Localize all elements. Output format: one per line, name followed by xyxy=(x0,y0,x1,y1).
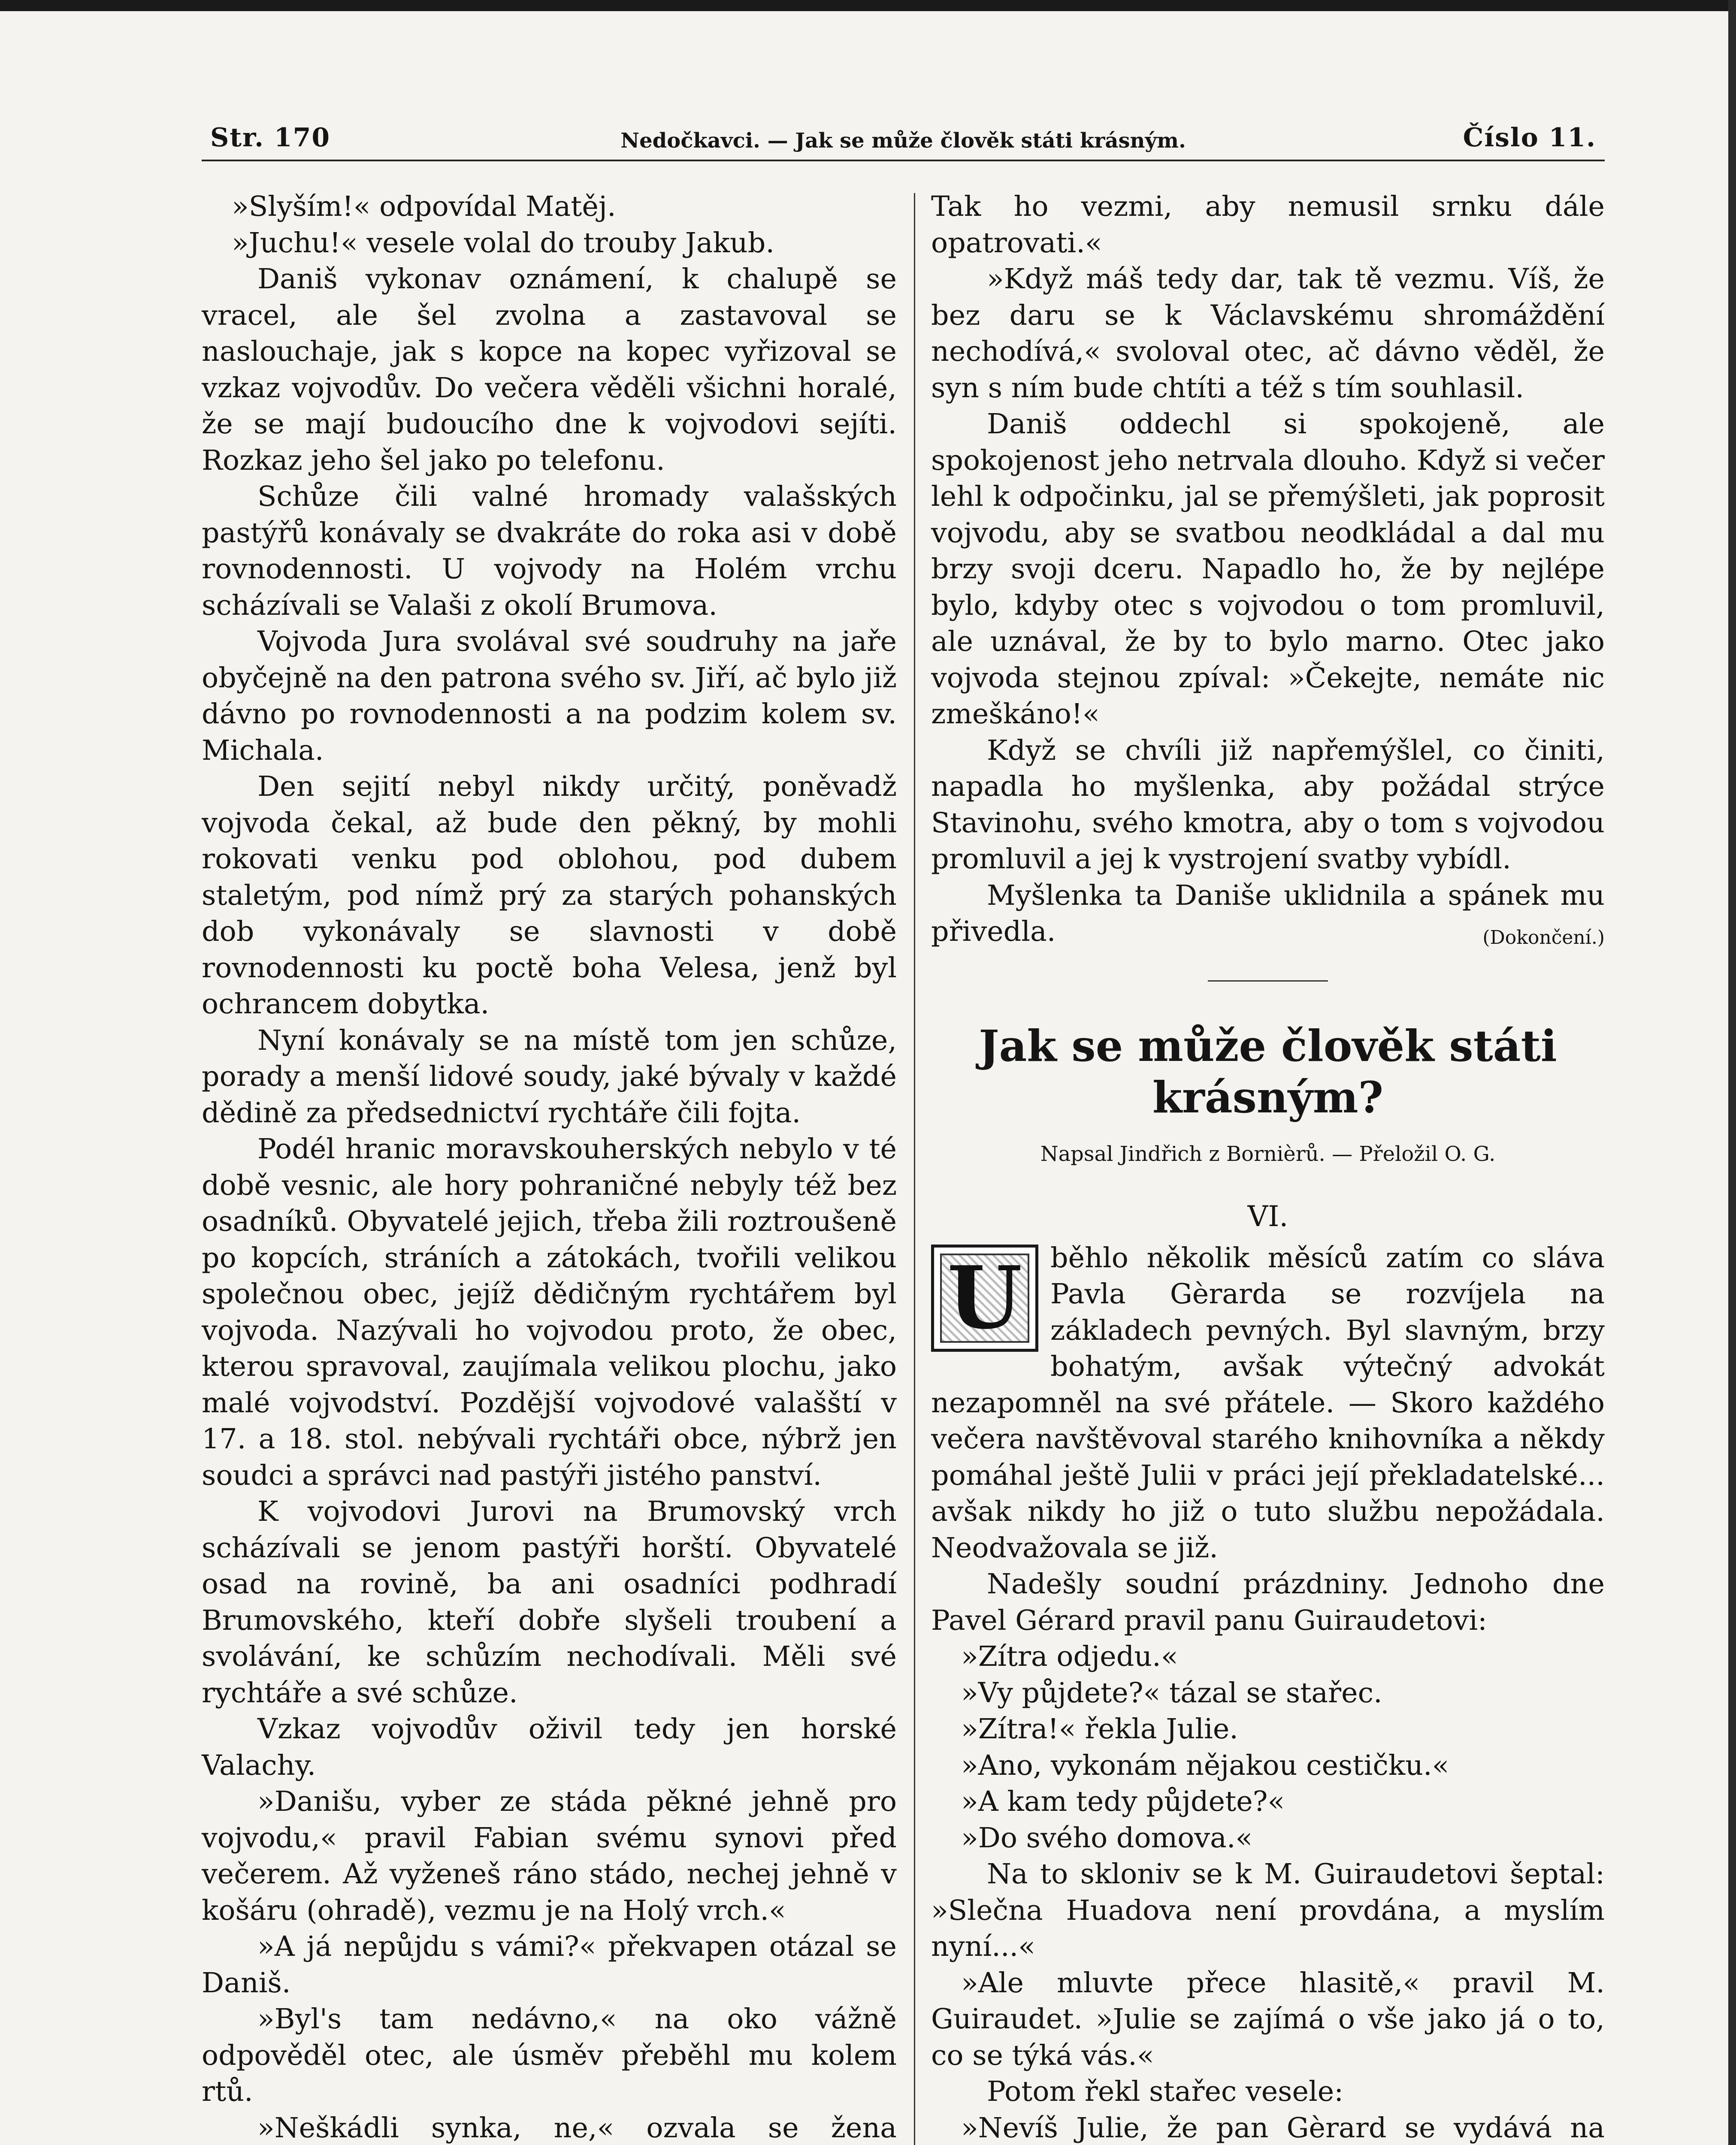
paragraph: Podél hranic moravskouherských nebylo v té době vesnic, ale hory pohraničné nebyly též bez osadníků. Obyvatelé jejich, třeba žili roztroušeně po kopcích, stráních a zátokách, tvořili velikou společnou obec, jejíž dědičným rychtářem byl vojvoda. Nazývali ho vojvodou proto, že obec, kterou spravoval, zaujímala velikou plochu, jako malé vojvodství. Pozdější vojvodové valašští v 17. a 18. stol. nebývali rychtáři obce, nýbrž jen soudci a správci nad pastýři jistého panství. xyxy=(202,1133,897,1492)
ornamental-initial-icon xyxy=(931,1245,1038,1352)
paragraph: »Vy půjdete?« tázal se stařec. xyxy=(961,1677,1382,1709)
article-byline: Napsal Jindřich z Bornièrů. — Přeložil O. G. xyxy=(1040,1142,1496,1166)
article-title: Jak se může člověk státi krásným? xyxy=(979,1020,1557,1123)
column-divider xyxy=(914,193,915,2145)
paragraph: »Zítra odjedu.« xyxy=(961,1640,1178,1673)
section-separator xyxy=(1208,980,1328,982)
paragraph: »Ale mluvte přece hlasitě,« pravil M. Guiraudet. »Julie se zajímá o vše jako já o to, co se týká vás.« xyxy=(931,1967,1605,2072)
scan-edge-right xyxy=(1728,0,1736,2145)
paragraph: Na to skloniv se k M. Guiraudetovi šeptal: »Slečna Huadova není provdána, a myslím nyní...« xyxy=(931,1858,1605,1963)
paragraph xyxy=(931,878,1605,950)
continuation-note: (Dokončení.) xyxy=(1482,927,1605,949)
paragraph: »A já nepůjdu s vámi?« překvapen otázal se Daniš. xyxy=(202,1930,897,1999)
paragraph: K vojvodovi Jurovi na Brumovský vrch scházívali se jenom pastýři horští. Obyvatelé osad na rovině, ba ani osadníci podhradí Brumovského, kteří dobře slyšeli troubení a svolávání, ke schůzím nechodívali. Měli své rychtáře a své schůze. xyxy=(202,1495,897,1709)
paragraph-text: běhlo několik měsíců zatím co sláva Pavla Gèrarda se rozvíjela na základech pevných. Byl slavným, brzy bohatým, avšak výtečný advokát nezapomněl na své přátele. — Skoro každého večera navštěvoval starého knihovníka a někdy pomáhal ještě Julii v práci její překladatelské... avšak nikdy ho již o tuto službu nepožádala. Neodvažovala se již. xyxy=(931,1242,1605,1564)
paragraph: Daniš oddechl si spokojeně, ale spokojenost jeho netrvala dlouho. Když si večer lehl k odpočinku, jal se přemýšleti, jak poprosit vojvodu, aby se svatbou neodkládal a dal mu brzy svoji dceru. Napadlo ho, že by nejlépe bylo, kdyby otec s vojvodou o tom promluvil, ale uznával, že by to bylo marno. Otec jako vojvoda stejnou zpíval: »Čekejte, nemáte nic zmeškáno!« xyxy=(931,408,1605,730)
paragraph: »Ano, vykonám nějakou cestičku.« xyxy=(961,1749,1449,1782)
right-column xyxy=(931,189,1605,2145)
page-number: Str. 170 xyxy=(210,123,331,153)
paragraph: »Zítra!« řekla Julie. xyxy=(961,1713,1238,1745)
paragraph: »Nevíš Julie, že pan Gèrard se vydává na xyxy=(961,2112,1605,2144)
paragraph: Potom řekl stařec vesele: xyxy=(987,2076,1344,2108)
paragraph: Schůze čili valné hromady valašských pastýřů konávaly se dvakráte do roka asi v době rovnodennosti. U vojvody na Holém vrchu scházívali se Valaši z okolí Brumova. xyxy=(202,480,897,622)
paragraph: »Byl's tam nedávno,« na oko vážně odpověděl otec, ale úsměv přeběhl mu kolem rtů. xyxy=(202,2003,897,2108)
paragraph-text: Myšlenka ta Daniše uklidnila a spánek mu přivedla. xyxy=(931,879,1605,948)
paragraph: »Neškádli synka, ne,« ozvala se žena xyxy=(257,2112,897,2144)
paragraph: »Do svého domova.« xyxy=(961,1822,1253,1854)
paragraph: Vojvoda Jura svolával své soudruhy na jaře obyčejně na den patrona svého sv. Jiří, ač bylo již dávno po rovnodennosti a na podzim kolem sv. Michala. xyxy=(202,625,897,767)
issue-number: Číslo 11. xyxy=(1463,123,1596,153)
paragraph: Když se chvíli již napřemýšlel, co činiti, napadla ho myšlenka, aby požádal strýce Stavinohu, svého kmotra, aby o tom s vojvodou promluvil a jej k vystrojení svatby vybídl. xyxy=(931,734,1605,875)
initial-letter: U xyxy=(947,1247,1022,1348)
paragraph: »A kam tedy půjdete?« xyxy=(961,1785,1285,1818)
scan-edge-top xyxy=(0,0,1736,11)
paragraph: »Juchu!« vesele volal do trouby Jakub. xyxy=(232,227,775,259)
section-number: VI. xyxy=(1247,1200,1288,1233)
paragraph: »Slyším!« odpovídal Matěj. xyxy=(232,190,616,223)
running-header xyxy=(202,121,1605,161)
paragraph: »Když máš tedy dar, tak tě vezmu. Víš, že bez daru se k Václavskému shromáždění nechodívá,« svoloval otec, ač dávno věděl, že syn s ním bude chtíti a též s tím souhlasil. xyxy=(931,263,1605,404)
paragraph: Tak ho vezmi, aby nemusil srnku dále opatrovati.« xyxy=(931,190,1605,259)
running-title: Nedočkavci. — Jak se může člověk státi krásným. xyxy=(620,129,1186,153)
first-paragraph xyxy=(931,1240,1605,1567)
paragraph: Vzkaz vojvodův oživil tedy jen horské Valachy. xyxy=(202,1713,897,1782)
paragraph: Den sejití nebyl nikdy určitý, poněvadž vojvoda čekal, až bude den pěkný, by mohli rokovati venku pod oblohou, pod dubem staletým, pod nímž prý za starých pohanských dob vykonávaly se slavnosti v době rovnodennosti ku poctě boha Velesa, jenž byl ochrancem dobytka. xyxy=(202,770,897,1020)
paragraph: Nadešly soudní prázdniny. Jednoho dne Pavel Gérard pravil panu Guiraudetovi: xyxy=(931,1568,1605,1637)
paragraph: Daniš vykonav oznámení, k chalupě se vracel, ale šel zvolna a zastavoval se naslouchaje, jak s kopce na kopec vyřizoval se vzkaz vojvodův. Do večera věděli všichni horalé, že se mají budoucího dne k vojvodovi sejíti. Rozkaz jeho šel jako po telefonu. xyxy=(202,263,897,477)
paragraph: »Danišu, vyber ze stáda pěkné jehně pro vojvodu,« pravil Fabian svému synovi před večerem. Až vyženeš ráno stádo, nechej jehně v košáru (ohradě), vezmu je na Holý vrch.« xyxy=(202,1785,897,1927)
paragraph: Nyní konávaly se na místě tom jen schůze, porady a menší lidové soudy, jaké bývaly v každé dědině za předsednictví rychtáře čili fojta. xyxy=(202,1024,897,1129)
left-column xyxy=(202,189,897,2145)
